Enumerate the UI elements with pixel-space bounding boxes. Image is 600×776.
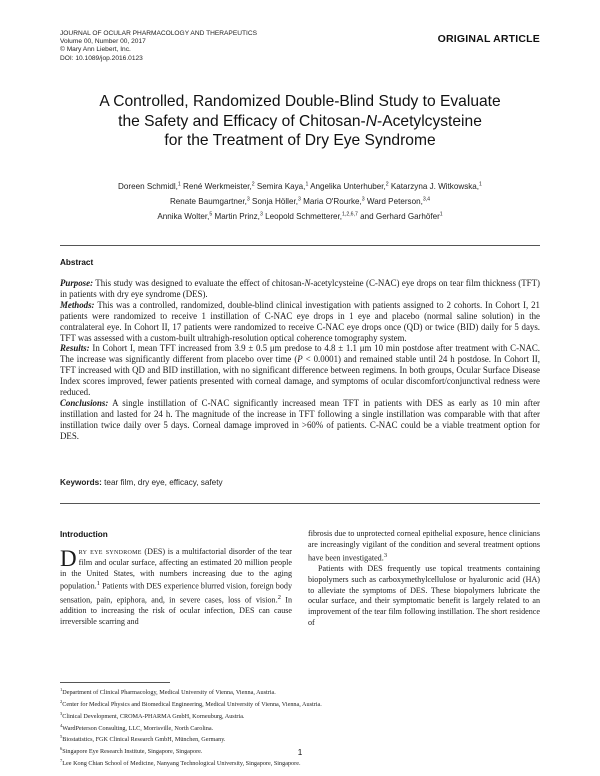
journal-header: [60, 30, 257, 63]
affiliation: $^3$Clinical Development, CROMA-PHARMA GmbH, Korneuburg, Austria.: [60, 710, 245, 720]
intro-column-right: [308, 529, 540, 629]
intro-paragraph: Dry eye syndrome (DES) is a multifactorial disorder of the tear film and ocular surface, affecting an estimated 20 million people in the United States, with numbers increasing due to the aging population.$^1$ Patients with DES experience blurred vision, foreign body sensation, pain, epiphora, and, in severe cases, loss of vision.$^2$ In addition to increasing the risk of ocular infection, DES can cause irreversible scarring and: [60, 546, 293, 627]
paper-title: [40, 92, 560, 151]
author: Leopold Schmetterer,$^{1,2,6,7}$: [265, 211, 358, 222]
page-number: 1: [297, 748, 303, 757]
affiliation: $^7$Lee Kong Chian School of Medicine, Nanyang Technological University, Singapore, Singapore.: [60, 758, 301, 768]
intro-paragraph: fibrosis due to unprotected corneal epithelial exposure, hence clinicians are increasingly vigilant of the condition and several treatment options have been investigated.$^3$: [308, 529, 540, 563]
author: Martin Prinz,$^3$: [214, 211, 263, 222]
divider: [60, 245, 540, 246]
journal-volume: Volume 00, Number 00, 2017: [60, 38, 146, 46]
author: Renate Baumgartner,$^3$: [169, 196, 250, 206]
abstract-heading: Abstract: [60, 258, 94, 267]
abstract-results: Results: In Cohort I, mean TFT increased from 3.9 ± 0.5 μm predose to 4.8 ± 1.1 μm 10 min postdose after treatment with C-NAC. The increase was significantly different from placebo over time (P < 0.0001) and remained stable until 24 h postdose. In Cohort II, TFT increased with QD and BID instillation, with no significant difference between regimens. In both groups, Ocular Surface Disease Index scores improved, fewer patients presented with corneal damage, and symptoms of ocular discomfort/conjunctival redness were reduced.: [60, 343, 541, 398]
title-line-3: for the Treatment of Dry Eye Syndrome: [164, 132, 436, 149]
author: René Werkmeister,$^2$: [183, 181, 255, 191]
affiliation: $^6$Singapore Eye Research Institute, Singapore, Singapore.: [60, 746, 203, 756]
journal-doi: DOI: 10.1089/jop.2016.0123: [60, 54, 143, 62]
author-list: [80, 178, 520, 224]
author: Maria O'Rourke,$^3$: [303, 196, 365, 206]
author: Angelika Unterhuber,$^2$: [310, 181, 389, 191]
section-label: ORIGINAL ARTICLE: [437, 33, 540, 45]
abstract-purpose: Purpose: This study was designed to evaluate the effect of chitosan-N-acetylcysteine (C-NAC) eye drops on tear film thickness (TFT) in patients with dry eye syndrome (DES).: [60, 278, 540, 299]
author: Sonja Höller,$^3$: [252, 196, 301, 206]
author: Katarzyna J. Witkowska,$^1$: [390, 181, 482, 191]
affiliation: $^4$WardPeterson Consulting, LLC, Morrisville, North Carolina.: [60, 722, 214, 732]
footnote-divider: [60, 682, 170, 683]
intro-column-left: [60, 547, 292, 628]
abstract-body: [60, 278, 540, 442]
author: Ward Peterson,$^{3,4}$: [366, 196, 431, 206]
abstract-methods: Methods: This was a controlled, randomized, double-blind clinical investigation with patients assigned to 2 cohorts. In Cohort I, 21 patients were randomized to receive 1 instillation of C-NAC eye drops in 1 eye and placebo (normal saline solution) in the contralateral eye. In Cohort II, 17 patients were randomized to receive C-NAC eye drops once (QD) or twice (BID) daily for 5 days. TFT was assessed with a custom-built ultrahigh-resolution optical coherence tomography system.: [60, 299, 540, 343]
affiliation: $^2$Center for Medical Physics and Biomedical Engineering, Medical University of Vienna, Vienna, Austria.: [60, 698, 322, 708]
abstract-conclusions: Conclusions: A single instillation of C-NAC significantly increased mean TFT in patients with DES as early as 10 min after instillation and lasted for 24 h. The magnitude of the increase in TFT following a single instillation was comparable with that after instillation twice daily over 5 days. Corneal damage improved in >60% of patients. C-NAC could be a viable treatment option for DES.: [60, 397, 540, 441]
intro-paragraph: Patients with DES frequently use topical treatments containing biopolymers such as carboxymethylcellulose or hyaluronic acid (HA) to alleviate the symptoms of DES. These biopolymers lubricate the ocular surface, and their symptomatic benefit is largely related to an improvement of the tear film following instillation. The short residence of: [308, 564, 540, 628]
author: Semira Kaya,$^1$: [256, 181, 309, 191]
author: and Gerhard Garhöfer$^1$: [360, 211, 443, 222]
title-line-1: A Controlled, Randomized Double-Blind Study to Evaluate: [99, 93, 501, 110]
journal-copyright: © Mary Ann Liebert, Inc.: [60, 46, 131, 54]
divider: [60, 503, 540, 504]
affiliation: $^5$Biostatistics, FGK Clinical Research GmbH, München, Germany.: [60, 734, 226, 744]
author: Annika Wolter,$^5$: [157, 211, 213, 222]
drop-cap: D: [60, 546, 77, 571]
affiliation: $^1$Department of Clinical Pharmacology, Medical University of Vienna, Vienna, Austria.: [60, 687, 276, 697]
title-line-2: the Safety and Efficacy of Chitosan-N-Acetylcysteine: [118, 112, 482, 130]
introduction-heading: Introduction: [60, 530, 108, 539]
keywords: Keywords: tear film, dry eye, efficacy, safety: [60, 478, 223, 487]
journal-name: JOURNAL OF OCULAR PHARMACOLOGY AND THERAPEUTICS: [60, 30, 257, 37]
author: Doreen Schmidl,$^1$: [118, 181, 181, 191]
